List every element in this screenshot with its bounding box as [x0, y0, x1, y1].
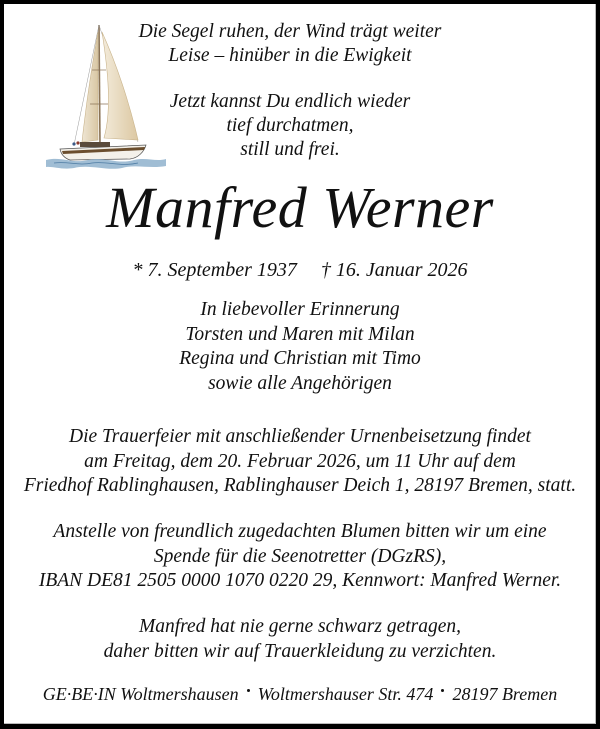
funeral-home-city: 28197 Bremen [452, 684, 558, 704]
donation-request [4, 520, 596, 594]
funeral-home-street: Woltmershauser Str. 474 [257, 684, 434, 704]
obituary-notice [4, 4, 596, 724]
separator-dot-icon [247, 689, 250, 692]
verse-line: Leise – hinüber in die Ewigkeit [168, 45, 412, 66]
service-line: Friedhof Rablinghausen, Rablinghauser Deich 1, 28197 Bremen, statt. [23, 475, 577, 496]
separator-dot-icon [441, 689, 444, 692]
service-line: Die Trauerfeier mit anschließender Urnenbeisetzung findet [69, 426, 531, 447]
verse-block-2 [120, 90, 460, 162]
attire-line: daher bitten wir auf Trauerkleidung zu verzichten. [103, 640, 497, 662]
mourners-block [4, 298, 596, 396]
mourners-line: sowie alle Angehörigen [208, 372, 392, 394]
funeral-home-name: GE·BE·IN Woltmershausen [42, 684, 239, 704]
verse-line: Jetzt kannst Du endlich wieder [169, 91, 411, 112]
verse-line: tief durchatmen, [226, 115, 354, 136]
verse-block-1 [120, 20, 460, 68]
funeral-home-footer [4, 683, 596, 705]
donation-line: IBAN DE81 2505 0000 1070 0220 29, Kennwort: Manfred Werner. [38, 570, 562, 591]
mourners-line: In liebevoller Erinnerung [200, 299, 400, 320]
deceased-name: Manfred Werner [106, 175, 494, 240]
service-line: am Freitag, dem 20. Februar 2026, um 11 Uhr auf dem [84, 450, 516, 472]
life-dates [4, 258, 596, 282]
service-info [4, 425, 596, 499]
donation-line: Spende für die Seenotretter (DGzRS), [153, 545, 447, 567]
mourners-line: Torsten und Maren mit Milan [185, 323, 415, 345]
verse-line: still und frei. [240, 139, 340, 160]
donation-line: Anstelle von freundlich zugedachten Blumen bitten wir um eine [53, 521, 547, 542]
attire-note [4, 615, 596, 664]
attire-line: Manfred hat nie gerne schwarz getragen, [138, 616, 462, 637]
death-date: † 16. Januar 2026 [320, 259, 468, 281]
mourners-line: Regina und Christian mit Timo [179, 348, 421, 369]
verse-line: Die Segel ruhen, der Wind trägt weiter [138, 21, 442, 42]
birth-date: * 7. September 1937 [132, 259, 297, 281]
